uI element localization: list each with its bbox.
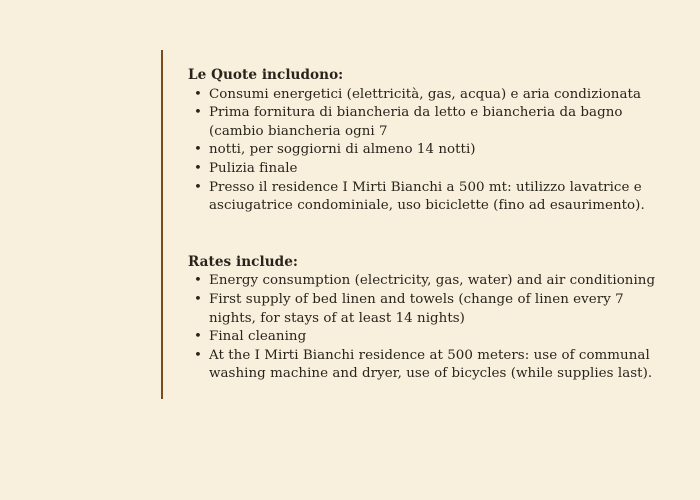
italian-inclusions-section bbox=[188, 66, 668, 216]
section-spacer bbox=[188, 216, 668, 253]
italian-linen-continuation-item: • notti, per soggiorni di almeno 14 notti) bbox=[188, 141, 668, 160]
english-section-title: Rates include: bbox=[188, 253, 298, 270]
italian-section-title: Le Quote includono: bbox=[188, 67, 344, 83]
vertical-accent-rule bbox=[161, 50, 163, 399]
italian-cleaning-item: • Pulizia finale bbox=[188, 160, 668, 179]
rates-info-content bbox=[188, 66, 668, 384]
english-cleaning-item: • Final cleaning bbox=[188, 328, 668, 347]
english-energy-item: • Energy consumption (electricity, gas, water) and air conditioning bbox=[188, 272, 668, 291]
english-linen-item: • First supply of bed linen and towels (change of linen every 7 nights, for stays of at least 14 nights) bbox=[188, 291, 668, 328]
italian-inclusions-list bbox=[188, 86, 668, 216]
english-residence-item: • At the I Mirti Bianchi residence at 500 meters: use of communal washing machine and dryer, use of bicycles (while supplies last). bbox=[188, 347, 668, 384]
italian-residence-item: • Presso il residence I Mirti Bianchi a 500 mt: utilizzo lavatrice e asciugatrice condominiale, uso biciclette (fino ad esaurimento). bbox=[188, 179, 668, 216]
italian-linen-item: • Prima fornitura di biancheria da letto e biancheria da bagno (cambio biancheria ogni 7 bbox=[188, 104, 668, 141]
english-inclusions-section bbox=[188, 253, 668, 384]
english-inclusions-list bbox=[188, 272, 668, 384]
italian-energy-item: • Consumi energetici (elettricità, gas, acqua) e aria condizionata bbox=[188, 86, 668, 105]
